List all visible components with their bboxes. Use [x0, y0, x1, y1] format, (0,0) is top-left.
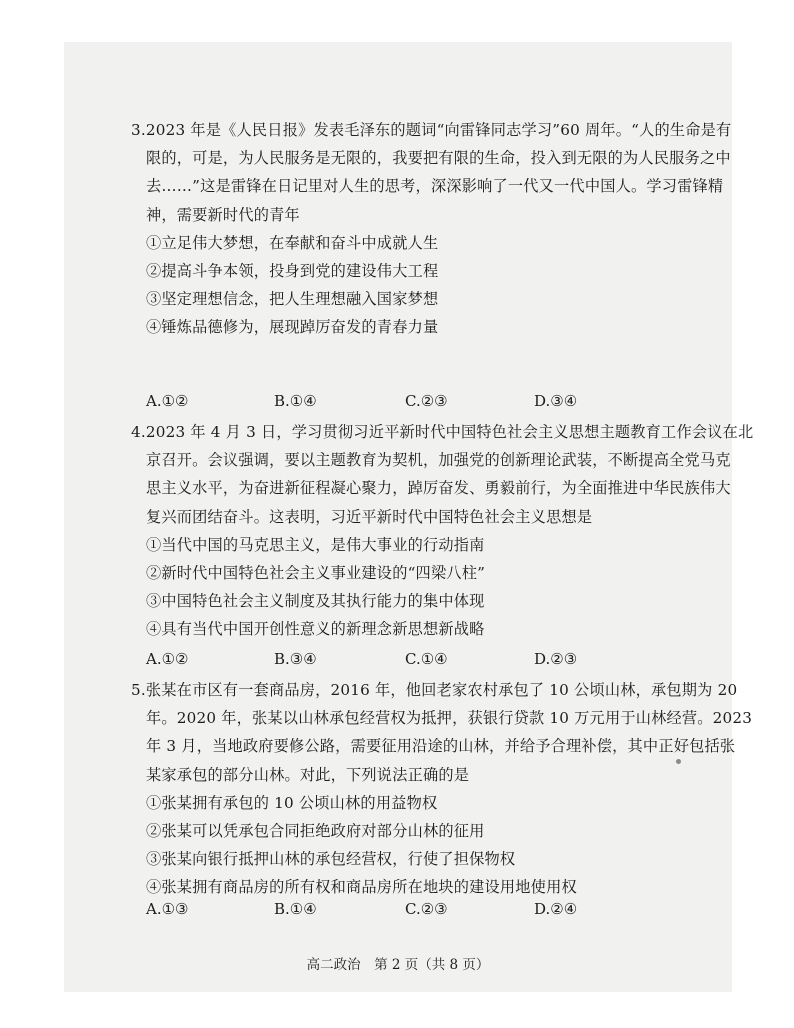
question-text-line: 限的，可是，为人民服务是无限的，我要把有限的生命，投入到无限的为人民服务之中: [146, 149, 731, 167]
statement-option: ①当代中国的马克思主义，是伟大事业的行动指南: [146, 536, 485, 554]
question-text-line: 神，需要新时代的青年: [146, 206, 300, 224]
question-text-line: 某家承包的部分山林。对此，下列说法正确的是: [146, 766, 470, 784]
question-text-line: 年 3 月，当地政府要修公路，需要征用沿途的山林，并给予合理补偿，其中正好包括张: [146, 737, 736, 755]
statement-option: ②提高斗争本领，投身到党的建设伟大工程: [146, 262, 439, 280]
question-stem: 3.2023 年是《人民日报》发表毛泽东的题词“向雷锋同志学习”60 周年。“人的生命是有: [131, 121, 732, 139]
question-text-line: 去……”这是雷锋在日记里对人生的思考，深深影响了一代又一代中国人。学习雷锋精: [146, 177, 724, 195]
statement-option: ③中国特色社会主义制度及其执行能力的集中体现: [146, 592, 485, 610]
answer-choice[interactable]: B.①④: [274, 392, 317, 410]
answer-choice[interactable]: C.②③: [405, 900, 448, 918]
question-stem: 4.2023 年 4 月 3 日，学习贯彻习近平新时代中国特色社会主义思想主题教育工作会议在北: [131, 423, 754, 441]
question-text-line: 思主义水平，为奋进新征程凝心聚力，踔厉奋发、勇毅前行，为全面推进中华民族伟大: [146, 479, 731, 497]
statement-option: ②新时代中国特色社会主义事业建设的“四梁八柱”: [146, 564, 486, 582]
answer-choices: [146, 650, 726, 670]
answer-choice[interactable]: B.①④: [274, 900, 317, 918]
question-text-line: 年。2020 年，张某以山林承包经营权为抵押，获银行贷款 10 万元用于山林经营。2023: [146, 709, 753, 727]
statement-option: ④具有当代中国开创性意义的新理念新思想新战略: [146, 620, 485, 638]
answer-choice[interactable]: D.②④: [534, 900, 578, 918]
answer-choices: [146, 392, 726, 412]
statement-option: ④张某拥有商品房的所有权和商品房所在地块的建设用地使用权: [146, 878, 577, 896]
answer-choice[interactable]: C.②③: [405, 392, 448, 410]
answer-choice[interactable]: C.①④: [405, 650, 448, 668]
question-stem: 5.张某在市区有一套商品房，2016 年，他回老家农村承包了 10 公顷山林，承包期为 20: [131, 681, 738, 699]
statement-option: ②张某可以凭承包合同拒绝政府对部分山林的征用: [146, 822, 485, 840]
scan-speck: [676, 759, 681, 764]
statement-option: ③张某向银行抵押山林的承包经营权，行使了担保物权: [146, 850, 516, 868]
answer-choice[interactable]: A.①③: [146, 900, 189, 918]
statement-option: ③坚定理想信念，把人生理想融入国家梦想: [146, 290, 439, 308]
statement-option: ①张某拥有承包的 10 公顷山林的用益物权: [146, 794, 438, 812]
page-footer: 高二政治 第 2 页（共 8 页）: [306, 957, 490, 973]
exam-page: [64, 42, 754, 992]
answer-choice[interactable]: D.③④: [534, 392, 578, 410]
answer-choice[interactable]: D.②③: [534, 650, 578, 668]
answer-choice[interactable]: A.①②: [146, 392, 189, 410]
answer-choice[interactable]: A.①②: [146, 650, 189, 668]
statement-option: ④锤炼品德修为，展现踔厉奋发的青春力量: [146, 318, 439, 336]
statement-option: ①立足伟大梦想，在奉献和奋斗中成就人生: [146, 234, 439, 252]
answer-choice[interactable]: B.③④: [274, 650, 317, 668]
question-text-line: 复兴而团结奋斗。这表明，习近平新时代中国特色社会主义思想是: [146, 508, 593, 526]
question-text-line: 京召开。会议强调，要以主题教育为契机，加强党的创新理论武装，不断提高全党马克: [146, 451, 731, 469]
page-content: [64, 42, 754, 992]
answer-choices: [146, 900, 726, 920]
